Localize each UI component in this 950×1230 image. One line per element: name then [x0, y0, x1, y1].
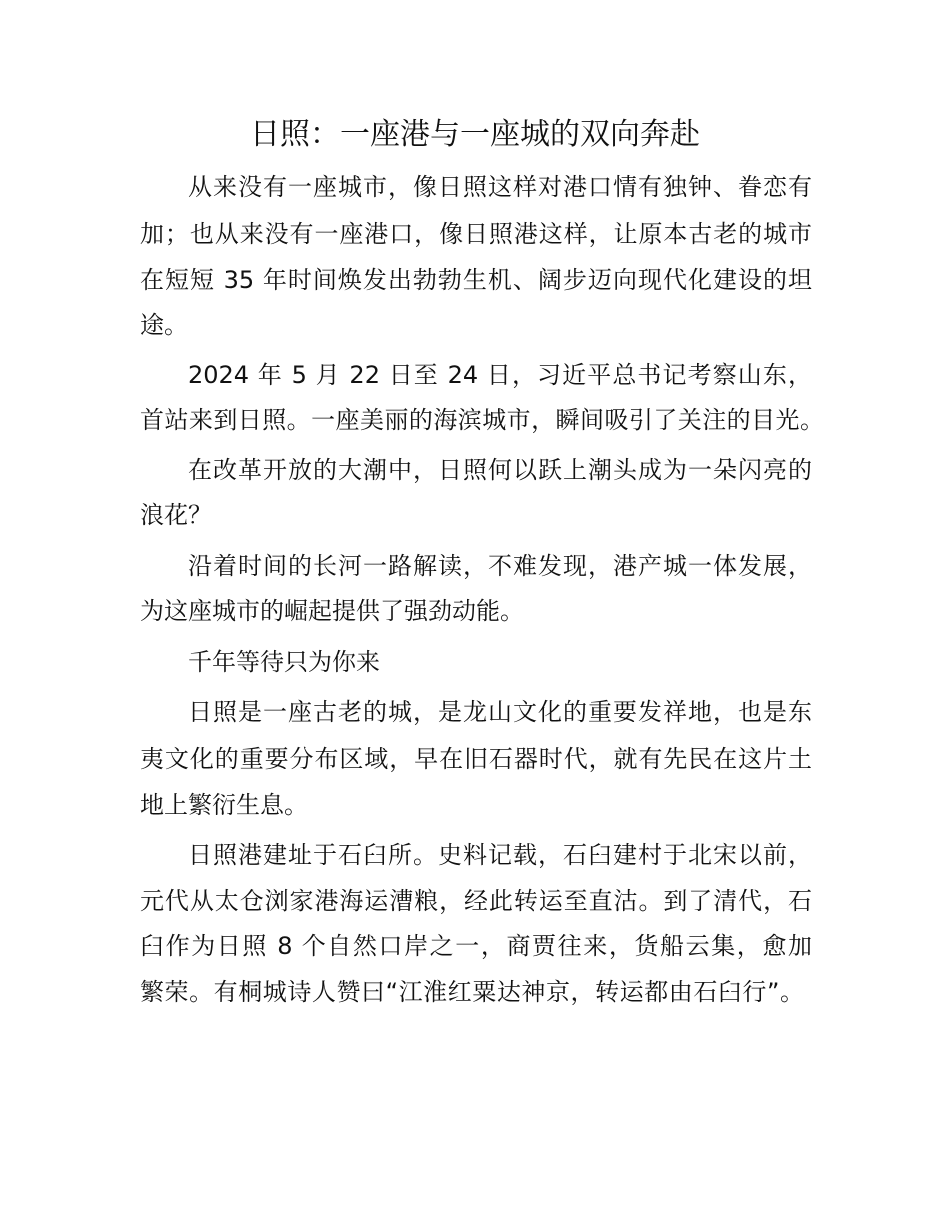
text-line: 加；也从来没有一座港口，像日照港这样，让原本古老的城市 [140, 220, 812, 248]
text-line: 沿着时间的长河一路解读，不难发现，港产城一体发展， [188, 552, 812, 580]
text-line: 地上繁衍生息。 [140, 791, 308, 819]
text-line: 途。 [140, 311, 188, 339]
text-line: 夷文化的重要分布区域，早在旧石器时代，就有先民在这片土 [140, 745, 812, 773]
text-line: 日照是一座古老的城，是龙山文化的重要发祥地，也是东 [188, 698, 812, 726]
text-line: 浪花？ [140, 501, 212, 529]
text-line: 元代从太仓浏家港海运漕粮，经此转运至直沽。到了清代，石 [140, 887, 812, 915]
text-line: 为这座城市的崛起提供了强劲动能。 [140, 597, 524, 625]
text-line: 臼作为日照 8 个自然口岸之一，商贾往来，货船云集，愈加 [140, 932, 812, 960]
text-line: 千年等待只为你来 [188, 648, 380, 676]
text-line: 从来没有一座城市，像日照这样对港口情有独钟、眷恋有 [188, 173, 812, 201]
text-line: 在短短 35 年时间焕发出勃勃生机、阔步迈向现代化建设的坦 [140, 266, 812, 294]
text-line: 繁荣。有桐城诗人赞曰“江淮红粟达神京，转运都由石臼行”。 [140, 978, 804, 1006]
text-line: 在改革开放的大潮中，日照何以跃上潮头成为一朵闪亮的 [188, 456, 812, 484]
text-line: 2024 年 5 月 22 日至 24 日，习近平总书记考察山东， [188, 361, 812, 389]
text-line: 日照港建址于石臼所。史料记载，石臼建村于北宋以前， [188, 841, 812, 869]
text-line: 首站来到日照。一座美丽的海滨城市，瞬间吸引了关注的目光。 [140, 406, 824, 434]
document-title: 日照：一座港与一座城的双向奔赴 [250, 117, 700, 152]
